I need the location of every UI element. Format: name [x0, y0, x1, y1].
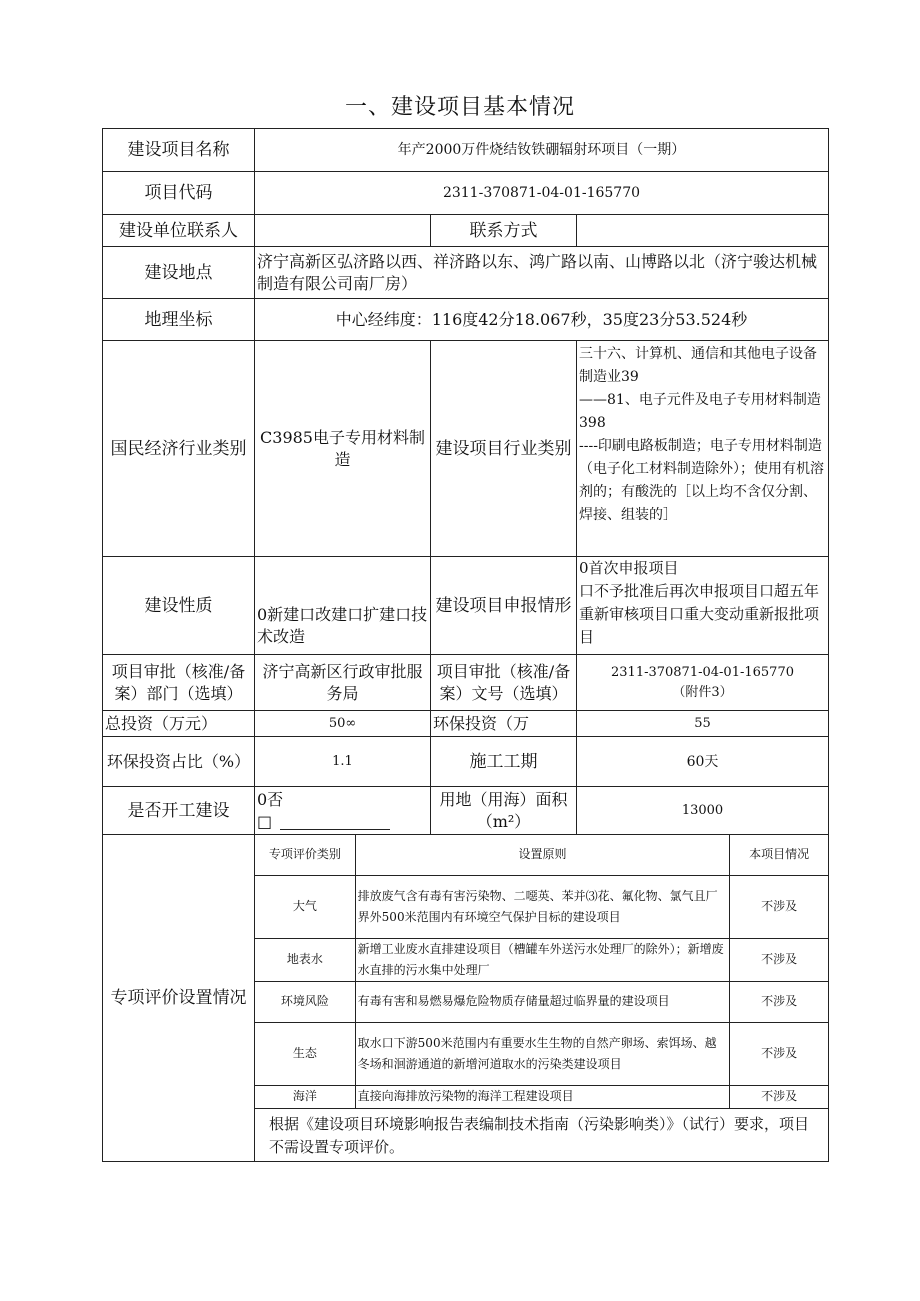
project-industry-line: ——81、电子元件及电子专用材料制造398 [579, 392, 821, 431]
special-type: 环境风险 [255, 981, 355, 1022]
location-label: 建设地点 [103, 247, 255, 299]
env-invest-value: 55 [577, 711, 829, 737]
coords-value: 中心经纬度：116度42分18.067秒，35度23分53.524秒 [255, 299, 829, 341]
started-option-no: 0否 [257, 789, 284, 809]
special-row [255, 875, 828, 938]
project-code-label: 项目代码 [103, 172, 255, 215]
special-note-row [255, 1108, 828, 1161]
table-row [103, 299, 829, 341]
special-col-type: 专项评价类别 [255, 835, 355, 875]
table-row [103, 711, 829, 737]
special-header-row [255, 835, 828, 875]
table-row [103, 215, 829, 247]
location-value: 济宁高新区弘济路以西、祥济路以东、鸿广路以南、山博路以北（济宁骏达机械制造有限公司南厂房） [255, 247, 829, 299]
industry-label: 国民经济行业类别 [103, 341, 255, 557]
started-option-other [257, 811, 428, 833]
project-industry-line: ----印刷电路板制造；电子专用材料制造（电子化工材料制造除外）；使用有机溶剂的；有酸洗的［以上均不含仅分割、焊接、组装的］ [579, 438, 824, 523]
total-invest-label: 总投资（万元） [103, 711, 255, 737]
nature-value: 0新建口改建口扩建口技术改造 [255, 557, 431, 655]
special-cell [255, 835, 829, 1162]
land-value: 13000 [577, 787, 829, 835]
land-label: 用地（用海）面积（m²） [431, 787, 577, 835]
started-value [255, 787, 431, 835]
declare-value [577, 557, 829, 655]
table-row [103, 787, 829, 835]
checkbox-icon: □ [257, 811, 273, 831]
env-invest-label: 环保投资（万 [431, 711, 577, 737]
table-row [103, 129, 829, 172]
special-rule: 有毒有害和易燃易爆危险物质存储量超过临界量的建设项目 [355, 981, 730, 1022]
project-industry-label: 建设项目行业类别 [431, 341, 577, 557]
period-value: 60天 [577, 737, 829, 787]
blank-line [280, 815, 390, 830]
env-ratio-label: 环保投资占比（%） [103, 737, 255, 787]
project-code-value: 2311-370871-04-01-165770 [255, 172, 829, 215]
total-invest-value: 50∞ [255, 711, 431, 737]
contact-label: 建设单位联系人 [103, 215, 255, 247]
special-type: 生态 [255, 1022, 355, 1085]
table-row [103, 247, 829, 299]
special-rule: 取水口下游500米范围内有重要水生生物的自然产卵场、索饵场、越冬场和洄游通道的新增河道取水的污染类建设项目 [355, 1022, 730, 1085]
project-industry-line: 三十六、计算机、通信和其他电子设备制造业39 [579, 346, 817, 385]
approval-no-note: （附件3） [672, 684, 733, 700]
coords-label: 地理坐标 [103, 299, 255, 341]
page-title: 一、建设项目基本情况 [344, 95, 575, 120]
table-row [103, 655, 829, 711]
special-row [255, 1022, 828, 1085]
special-row [255, 938, 828, 981]
special-type: 海洋 [255, 1085, 355, 1108]
special-note: 根据《建设项目环境影响报告表编制技术指南（污染影响类）》（试行）要求，项目不需设置专项评价。 [255, 1108, 828, 1161]
project-name-label: 建设项目名称 [103, 129, 255, 172]
special-col-rule: 设置原则 [355, 835, 730, 875]
special-rule: 排放废气含有毒有害污染物、二噁英、苯并⑶花、氟化物、氯气且厂界外500米范围内有环境空气保护目标的建设项目 [355, 875, 730, 938]
env-ratio-value: 1.1 [255, 737, 431, 787]
table-row [103, 341, 829, 557]
table-row [103, 835, 829, 1162]
approval-no-label: 项目审批（核准/备案）文号（选填） [431, 655, 577, 711]
special-status: 不涉及 [730, 1085, 828, 1108]
period-label: 施工工期 [431, 737, 577, 787]
started-label: 是否开工建设 [103, 787, 255, 835]
special-row [255, 1085, 828, 1108]
special-status: 不涉及 [730, 1022, 828, 1085]
nature-label: 建设性质 [103, 557, 255, 655]
approval-dept-value: 济宁高新区行政审批服务局 [255, 655, 431, 711]
table-row [103, 172, 829, 215]
table-row [103, 737, 829, 787]
contact-method-label: 联系方式 [431, 215, 577, 247]
project-industry-value [577, 341, 829, 557]
special-rule: 新增工业废水直排建设项目（槽罐车外送污水处理厂的除外）；新增废水直排的污水集中处理厂 [355, 938, 730, 981]
special-row [255, 981, 828, 1022]
approval-dept-label: 项目审批（核准/备案）部门（选填） [103, 655, 255, 711]
special-status: 不涉及 [730, 938, 828, 981]
special-status: 不涉及 [730, 981, 828, 1022]
special-eval-table [255, 835, 828, 1161]
special-status: 不涉及 [730, 875, 828, 938]
approval-no: 2311-370871-04-01-165770 [611, 664, 794, 680]
special-col-status: 本项目情况 [730, 835, 828, 875]
special-type: 地表水 [255, 938, 355, 981]
table-row [103, 557, 829, 655]
special-rule: 直接向海排放污染物的海洋工程建设项目 [355, 1085, 730, 1108]
basic-info-table [102, 128, 829, 1162]
project-name-value: 年产2000万件烧结钕铁硼辐射环项目（一期） [255, 129, 829, 172]
declare-line: 0首次申报项目 [579, 559, 679, 577]
industry-value: C3985电子专用材料制造 [255, 341, 431, 557]
contact-method-value [577, 215, 829, 247]
contact-value [255, 215, 431, 247]
declare-line: 口不予批准后再次申报项目口超五年重新审核项目口重大变动重新报批项目 [579, 582, 820, 646]
declare-label: 建设项目申报情形 [431, 557, 577, 655]
special-label: 专项评价设置情况 [103, 835, 255, 1162]
approval-no-value [577, 655, 829, 711]
special-type: 大气 [255, 875, 355, 938]
